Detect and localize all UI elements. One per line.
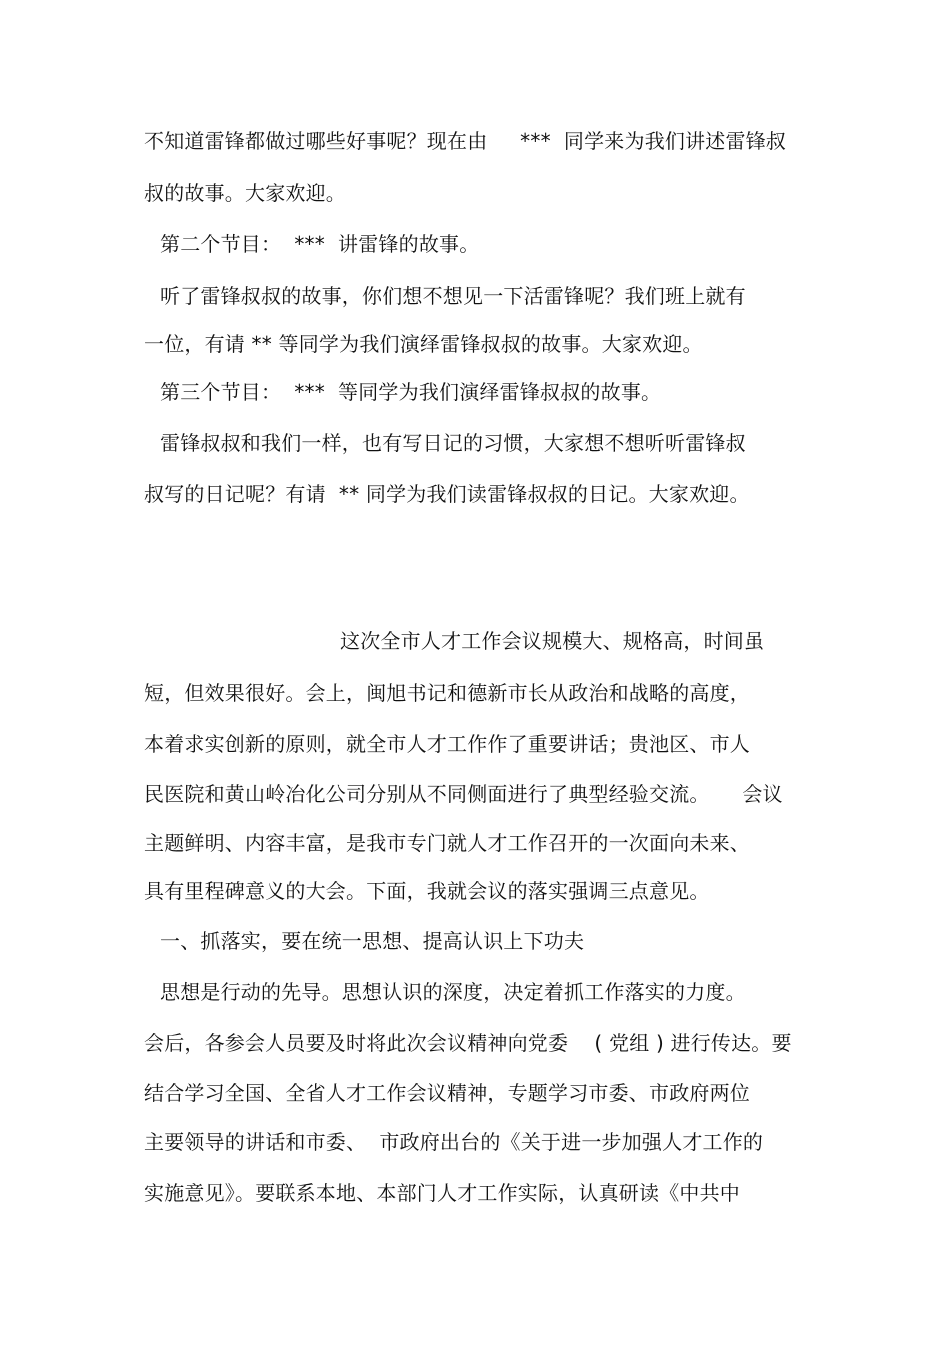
text-line: 思想是行动的先导。思想认识的深度，决定着抓工作落实的力度。 xyxy=(160,980,746,1004)
text-line: 具有里程碑意义的大会。下面，我就会议的落实强调三点意见。 xyxy=(144,879,710,903)
text-line: 叔写的日记呢？有请 ** 同学为我们读雷锋叔叔的日记。大家欢迎。 xyxy=(144,482,750,506)
text-line: 主题鲜明、内容丰富，是我市专门就人才工作召开的一次面向未来、 xyxy=(144,831,750,855)
text-line: 民医院和黄山岭冶化公司分别从不同侧面进行了典型经验交流。 会议 xyxy=(144,782,783,806)
text-line: 第三个节目： *** 等同学为我们演绎雷锋叔叔的故事。 xyxy=(160,380,662,404)
text-line: 结合学习全国、全省人才工作会议精神，专题学习市委、市政府两位 xyxy=(144,1081,750,1105)
text-line: 本着求实创新的原则，就全市人才工作作了重要讲话；贵池区、市人 xyxy=(144,732,750,756)
text-line: 主要领导的讲话和市委、 市政府出台的《关于进一步加强人才工作的 xyxy=(144,1130,764,1154)
text-line: 会后，各参会人员要及时将此次会议精神向党委 ( 党组 ) 进行传达。要 xyxy=(144,1031,792,1055)
text-line: 一位，有请 ** 等同学为我们演绎雷锋叔叔的故事。大家欢迎。 xyxy=(144,332,703,356)
text-line: 不知道雷锋都做过哪些好事呢？现在由 *** 同学来为我们讲述雷锋叔 xyxy=(144,129,787,153)
text-line: 这次全市人才工作会议规模大、规格高，时间虽 xyxy=(340,629,765,653)
text-line: 短，但效果很好。会上，闽旭书记和德新市长从政治和战略的高度， xyxy=(144,681,750,705)
text-line: 雷锋叔叔和我们一样，也有写日记的习惯，大家想不想听听雷锋叔 xyxy=(160,431,746,455)
text-line: 听了雷锋叔叔的故事，你们想不想见一下活雷锋呢？我们班上就有 xyxy=(160,284,746,308)
text-line: 第二个节目： *** 讲雷锋的故事。 xyxy=(160,232,480,256)
text-line: 叔的故事。大家欢迎。 xyxy=(144,181,346,205)
section-heading: 一、抓落实，要在统一思想、提高认识上下功夫 xyxy=(160,929,585,953)
text-line: 实施意见》。要联系本地、本部门人才工作实际，认真研读《中共中 xyxy=(144,1181,740,1205)
